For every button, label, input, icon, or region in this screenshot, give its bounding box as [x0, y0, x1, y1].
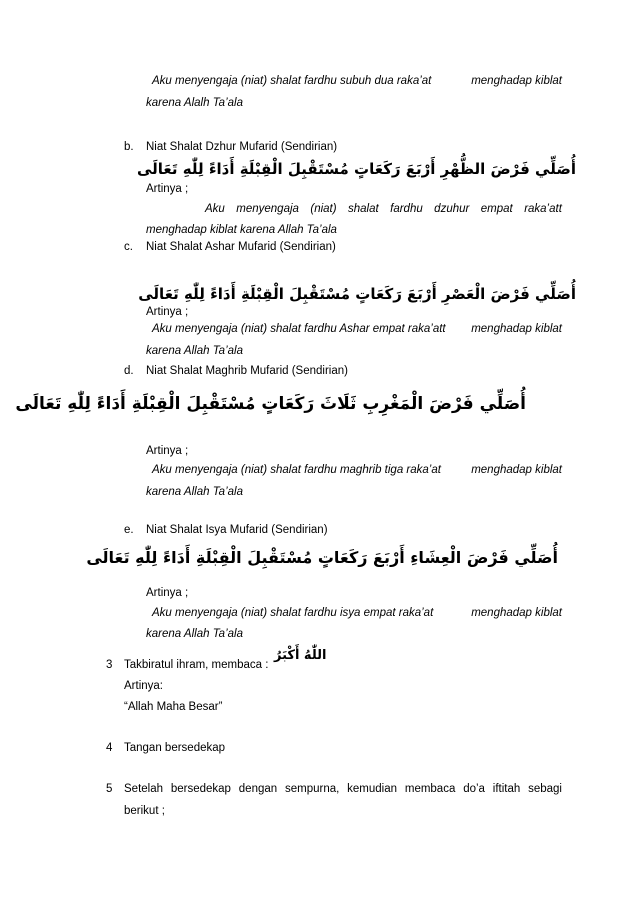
isya-heading-marker: e. — [124, 524, 134, 536]
step-5-line1-word: kemudian — [347, 783, 398, 795]
step-5-line1-word: membaca — [404, 783, 456, 795]
step-5-line1-word: sebagi — [528, 783, 562, 795]
maghrib-meaning-line1-b: menghadap kiblat — [471, 464, 562, 476]
ashar-heading: Niat Shalat Ashar Mufarid (Sendirian) — [146, 241, 336, 253]
step-5-line1-word: do’a — [463, 783, 485, 795]
step-5-line1-word: sempurna, — [284, 783, 340, 795]
ashar-meaning-line1-a: Aku menyengaja (niat) shalat fardhu Ashar empat raka’att — [152, 323, 446, 335]
dzhur-meaning-line2: menghadap kiblat karena Allah Ta’ala — [146, 224, 337, 236]
maghrib-meaning-line1 — [152, 463, 562, 478]
ashar-meaning-line2: karena Allah Ta’ala — [146, 345, 243, 357]
ashar-meaning-line1 — [152, 322, 562, 337]
dzhur-meaning-line1 — [205, 202, 562, 217]
isya-meaning-line1-b: menghadap kiblat — [471, 607, 562, 619]
ashar-meaning-line1-b: menghadap kiblat — [471, 323, 562, 335]
isya-meaning-line2: karena Allah Ta’ala — [146, 628, 243, 640]
subuh-meaning-line2: karena Alalh Ta’ala — [146, 97, 243, 109]
dzhur-meaning-word: raka’att — [524, 203, 562, 215]
ashar-arabic-text: أُصَلِّي فَرْضَ الْعَصْرِ أَرْبَعَ رَكَعَاتٍ مُسْتَقْبِلَ الْقِبْلَةِ أَدَاءً لِلّٰهِ تَعَالَى — [138, 285, 576, 303]
step-3-number: 3 — [106, 659, 113, 671]
ashar-artinya-label: Artinya ; — [146, 306, 189, 318]
step-5-line1 — [124, 782, 562, 797]
dzhur-meaning-word: fardhu — [390, 203, 423, 215]
step-3-meaning: “Allah Maha Besar” — [124, 701, 223, 713]
takbir-arabic-text: اللّٰهُ أَكْبَرُ — [274, 648, 327, 663]
step-3-artinya-label: Artinya: — [124, 680, 163, 692]
step-5-number: 5 — [106, 783, 113, 795]
subuh-meaning-line1 — [152, 74, 562, 89]
step-4-number: 4 — [106, 742, 113, 754]
dzhur-meaning-word: menyengaja — [236, 203, 299, 215]
dzhur-meaning-word: (niat) — [310, 203, 337, 215]
maghrib-heading: Niat Shalat Maghrib Mufarid (Sendirian) — [146, 365, 348, 377]
isya-meaning-line1 — [152, 606, 562, 621]
step-4-text: Tangan bersedekap — [124, 742, 226, 754]
step-5-line1-word: bersedekap — [170, 783, 231, 795]
ashar-heading-marker: c. — [124, 241, 133, 253]
isya-heading: Niat Shalat Isya Mufarid (Sendirian) — [146, 524, 328, 536]
dzhur-meaning-word: Aku — [205, 203, 225, 215]
step-5-line2: berikut ; — [124, 805, 165, 817]
maghrib-heading-marker: d. — [124, 365, 134, 377]
isya-arabic-text: أُصَلِّي فَرْضَ الْعِشَاءِ أَرْبَعَ رَكَعَاتٍ مُسْتَقْبِلَ الْقِبْلَةِ أَدَاءً لِلّٰهِ تَعَالَى — [86, 548, 558, 567]
maghrib-arabic-text: أُصَلِّي فَرْضَ الْمَغْرِبِ ثَلَاثَ رَكَعَاتٍ مُسْتَقْبِلَ الْقِبْلَةِ أَدَاءً لِلّٰهِ تَعَالَى — [15, 394, 526, 414]
isya-artinya-label: Artinya ; — [146, 587, 189, 599]
step-5-line1-word: dengan — [238, 783, 278, 795]
maghrib-meaning-line1-a: Aku menyengaja (niat) shalat fardhu maghrib tiga raka’at — [152, 464, 441, 476]
maghrib-meaning-line2: karena Allah Ta’ala — [146, 486, 243, 498]
maghrib-artinya-label: Artinya ; — [146, 445, 189, 457]
dzhur-arabic-text: أُصَلِّي فَرْضَ الظُّهْرِ أَرْبَعَ رَكَعَاتٍ مُسْتَقْبِلَ الْقِبْلَةِ أَدَاءً لِلّٰهِ تَعَالَى — [136, 160, 576, 178]
dzhur-heading: Niat Shalat Dzhur Mufarid (Sendirian) — [146, 141, 338, 153]
step-3-text: Takbiratul ihram, membaca : — [124, 659, 269, 671]
dzhur-meaning-word: shalat — [348, 203, 379, 215]
isya-meaning-line1-a: Aku menyengaja (niat) shalat fardhu isya empat raka’at — [152, 607, 434, 619]
step-5-line1-word: iftitah — [492, 783, 521, 795]
dzhur-artinya-label: Artinya ; — [146, 183, 189, 195]
dzhur-meaning-word: empat — [480, 203, 513, 215]
subuh-meaning-line1-b: menghadap kiblat — [471, 75, 562, 87]
step-5-line1-word: Setelah — [124, 783, 164, 795]
dzhur-heading-marker: b. — [124, 141, 134, 153]
dzhur-meaning-word: dzuhur — [434, 203, 470, 215]
subuh-meaning-line1-a: Aku menyengaja (niat) shalat fardhu subuh dua raka’at — [152, 75, 432, 87]
